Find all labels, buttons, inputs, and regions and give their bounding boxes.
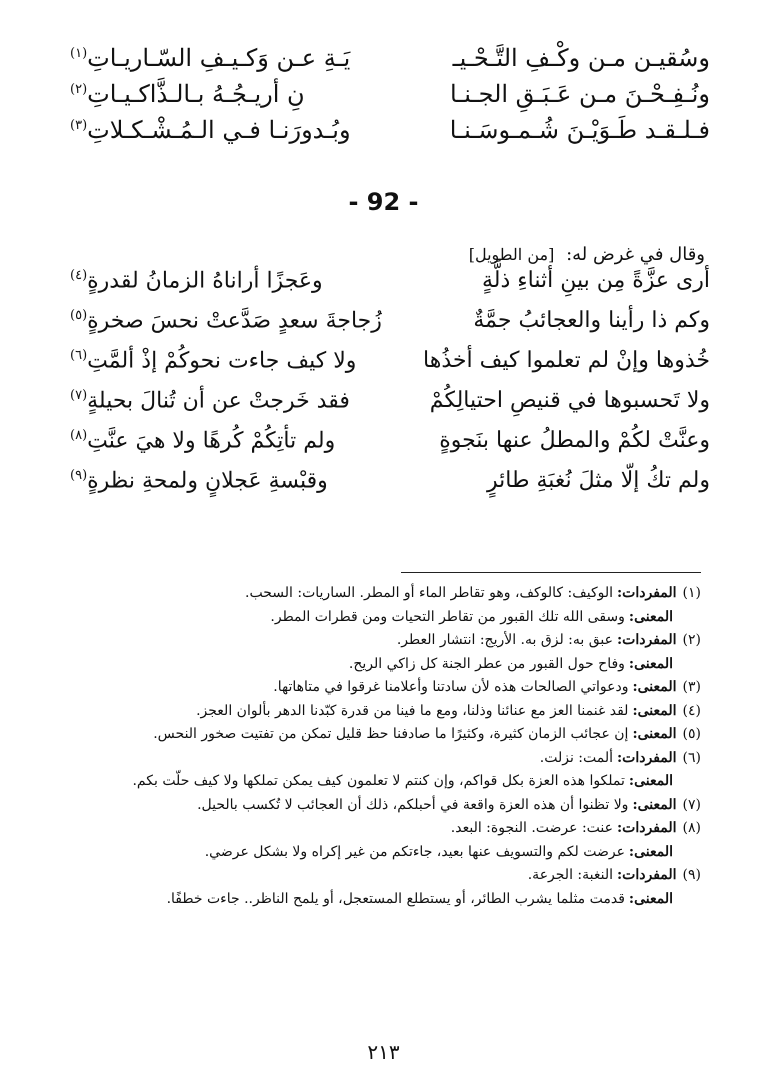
hemistich-second [70, 80, 305, 108]
hemistich-first: خُذوها وإنْ لم تعلموا كيف أخذُها [423, 348, 710, 374]
verse-line [70, 80, 710, 116]
footnote-ref: (٤) [70, 268, 88, 283]
footnote-label: المعنى: [628, 773, 673, 789]
hemistich-first: وعنَّتْ لكُمْ والمطلُ عنها بنَجوةٍ [439, 428, 710, 454]
footnote-label: المعنى: [628, 608, 673, 625]
footnote-line [61, 676, 701, 700]
hemistich-text: وقبْسةِ عَجلانٍ ولمحةِ نظرةٍ [87, 468, 328, 494]
footnote-text: عنت: عرضت. النجوة: البعد. [450, 820, 613, 836]
footnote-label: المفردات: [617, 749, 677, 766]
footnote-number: (١) [682, 585, 701, 601]
hemistich-text: ولم تأتِكُمْ كُرهًا ولا هيَ عنَّتِ [87, 428, 336, 454]
footnote-number: (٦) [682, 749, 701, 766]
footnote-line [61, 653, 701, 677]
footnote-label: المعنى: [632, 726, 677, 742]
hemistich-text: وعَجزًا أراناهُ الزمانُ لقدرةٍ [87, 268, 323, 294]
footnote-text: قدمت مثلما يشرب الطائر، أو يستطلع المستعجل، أو يلمح الناظر.. جاءت خطفًا. [166, 890, 625, 907]
footnote-label: المفردات: [617, 632, 677, 648]
footnote-line [61, 864, 701, 888]
verse-line [70, 44, 710, 80]
page-number: ٢١٣ [367, 1040, 400, 1064]
hemistich-second [70, 388, 350, 413]
footnote-number: (٣) [682, 679, 701, 695]
footnote-ref: (٢) [70, 82, 88, 97]
intro-text: وقال في غرض له: [566, 244, 705, 265]
hemistich-text: ولا كيف جاءت نحوكُمْ إذْ ألمَّتِ [87, 348, 357, 374]
verse-line [70, 388, 710, 428]
verse-line [70, 348, 710, 388]
footnote-number: (٨) [682, 820, 701, 836]
footnote-label: المعنى: [632, 679, 677, 695]
verse-line [70, 468, 710, 508]
hemistich-first: ولم تكُ إلّا مثلَ نُغبَةِ طائرٍ [487, 468, 710, 494]
hemistich-first: أرى عزَّةً مِن بينِ أثناءِ ذلَّةٍ [482, 268, 710, 294]
verse-line [70, 428, 710, 468]
hemistich-second [70, 348, 356, 373]
footnote-label: المفردات: [617, 585, 677, 601]
hemistich-text: وبُـدورَنـا فـي الـمُـشْـكـلاتِ [87, 116, 351, 144]
hemistich-second [70, 116, 351, 144]
footnote-line [61, 770, 701, 794]
footnote-text: لقد غنمنا العز مع عنائنا وذلنا، ومع ما فينا من قدرة كبّدنا الدهر بألوان العجز. [196, 702, 629, 719]
footnote-text: عبق به: لزق به. الأريج: انتشار العطر. [396, 632, 613, 648]
poem-intro [469, 244, 705, 265]
footnote-line [61, 582, 701, 606]
footnote-text: وفاح حول القبور من عطر الجنة كل زاكي الريح. [348, 655, 625, 672]
hemistich-second [70, 268, 323, 293]
hemistich-text: نِ أريـجُـهُ بـالـذَّاكـيـاتِ [87, 80, 305, 108]
hemistich-first: ولا تَحسبوها في قنيصِ احتيالِكُمْ [429, 388, 710, 414]
footnote-number: (٥) [682, 726, 701, 742]
footnote-ref: (٣) [70, 118, 88, 133]
hemistich-second [70, 428, 335, 453]
footnote-label: المفردات: [617, 867, 677, 883]
hemistich-second [70, 468, 328, 493]
hemistich-first: ونُـفِـحْـنَ مـن عَـبَـقِ الجـنـا [449, 80, 710, 108]
hemistich-first: فـلـقـد طَـوَيْـنَ شُـمـوسَـنـا [449, 116, 710, 144]
hemistich-text: زُجاجةَ سعدٍ صَدَّعتْ نحسَ صخرةٍ [87, 308, 382, 334]
footnote-ref: (٩) [70, 468, 88, 483]
verse-line [70, 308, 710, 348]
footnote-label: المعنى: [628, 655, 673, 672]
footnote-number: (٧) [682, 796, 701, 813]
footnote-text: وسقى الله تلك القبور من تقاطر التحيات ومن قطرات المطر. [270, 608, 625, 625]
hemistich-text: يَـةِ عـن وَكـيـفِ السّـاريـاتِ [87, 44, 351, 72]
footnote-line [61, 723, 701, 747]
hemistich-second [70, 308, 382, 333]
poem-main [70, 268, 710, 508]
footnote-line [61, 700, 701, 724]
hemistich-second [70, 44, 350, 72]
footnote-label: المعنى: [628, 843, 673, 860]
poem-number: - 92 - [348, 188, 419, 216]
footnote-text: ولا تظنوا أن هذه العزة واقعة في أحبلكم، ذلك أن العجائب لا تُكسب بالحيل. [197, 796, 629, 813]
footnote-text: ودعواتي الصالحات هذه لأن سادتنا وأعلامنا غرقوا في متاهاتها. [273, 679, 629, 695]
footnote-divider [401, 572, 701, 573]
meter-label: [من الطويل] [468, 245, 555, 264]
footnote-text: ألمت: نزلت. [539, 749, 613, 766]
hemistich-first: وكم ذا رأينا والعجائبُ جمَّةٌ [473, 308, 710, 334]
footnote-number: (٢) [682, 632, 701, 648]
footnote-line [61, 629, 701, 653]
footnote-ref: (٦) [70, 348, 88, 363]
footnote-text: تملكوا هذه العزة بكل قواكم، وإن كنتم لا تعلمون كيف يمكن تملكها ولا كيف حلّت بكم. [132, 773, 625, 789]
footnote-ref: (١) [70, 46, 88, 61]
footnote-line [61, 606, 701, 630]
hemistich-text: فقد خَرجتْ عن أن تُنالَ بحيلةٍ [87, 388, 350, 414]
footnote-ref: (٧) [70, 388, 88, 403]
footnote-text: عرضت لكم والتسويف عنها بعيد، جاءتكم من غير إكراه ولا بشكل عرضي. [204, 843, 625, 860]
footnote-label: المعنى: [632, 702, 677, 719]
footnote-number: (٩) [682, 867, 701, 883]
footnote-ref: (٥) [70, 308, 88, 323]
footnote-line [61, 817, 701, 841]
footnote-label: المعنى: [628, 890, 673, 907]
hemistich-first: وسُقيـن مـن وكْـفِ التَّـحْـيـ [452, 44, 710, 72]
poem-top [70, 44, 710, 152]
footnote-ref: (٨) [70, 428, 88, 443]
footnote-number: (٤) [682, 702, 701, 719]
footnote-text: الوكيف: كالوكف، وهو تقاطر الماء أو المطر. الساريات: السحب. [245, 585, 613, 601]
footnote-text: النغبة: الجرعة. [527, 867, 613, 883]
verse-line [70, 116, 710, 152]
footnote-line [61, 841, 701, 865]
footnote-label: المفردات: [617, 820, 677, 836]
footnote-line [61, 888, 701, 912]
footnote-text: إن عجائب الزمان كثيرة، وكثيرًا ما صادفنا حظ قليل تمكن من تفتيت صخور النحس. [153, 726, 629, 742]
verse-line [70, 268, 710, 308]
footnote-line [61, 747, 701, 771]
footnotes [61, 582, 701, 911]
footnote-line [61, 794, 701, 818]
footnote-label: المعنى: [632, 796, 677, 813]
